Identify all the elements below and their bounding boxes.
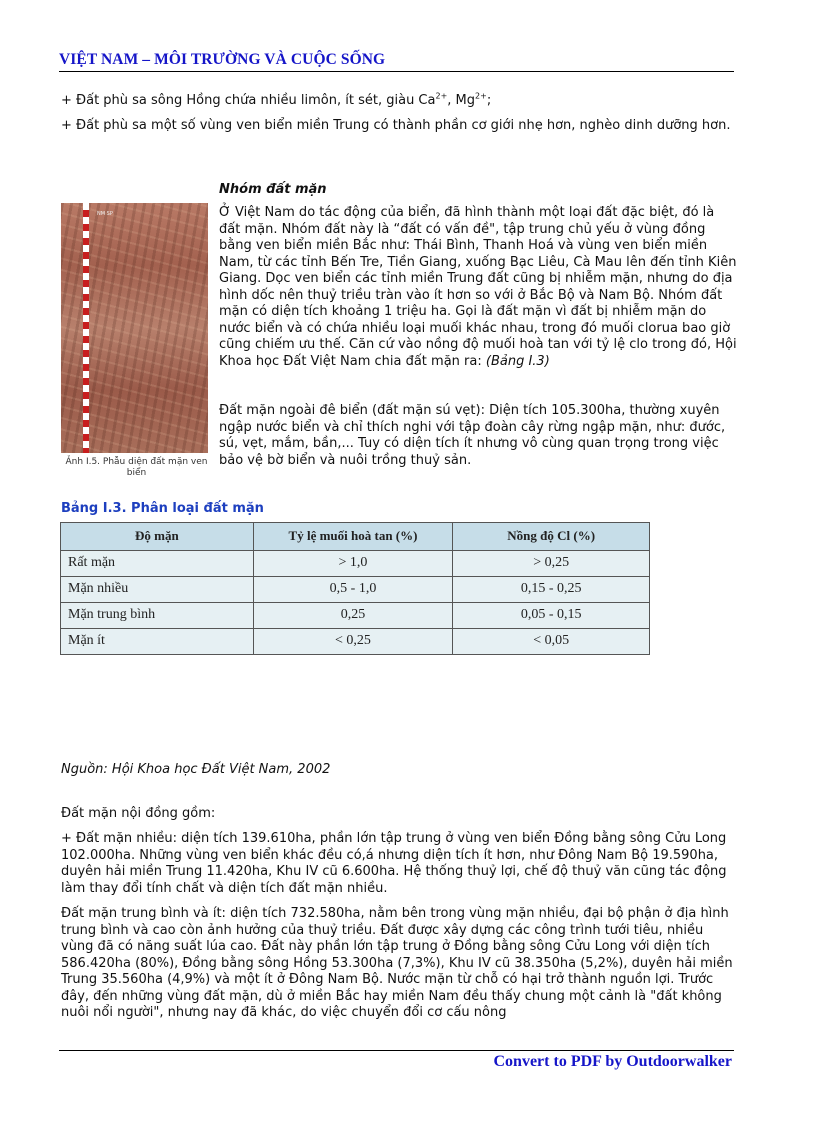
table-cell: Mặn nhiều bbox=[61, 577, 254, 603]
table-reference: (Bảng I.3) bbox=[485, 353, 550, 369]
table-cell: 0,05 - 0,15 bbox=[453, 603, 650, 629]
body-paragraph-3: Đất mặn trung bình và ít: diện tích 732.580ha, nằm bên trong vùng mặn nhiều, đại bộ phận ở địa hình trung bình và cao còn ảnh hưởng của thuỷ triều. Đất được xây dựng các công trình tưới tiêu, nhiều vùng đã có năng suất lúa cao. Đất này phần lớn tập trung ở Đồng bằng sông Cửu Long với diện tích 586.420ha (80%), Đồng bằng sông Hồng 53.300ha (7,3%), Khu IV cũ 38.350ha (5,2%), duyên hải miền Trung 35.560ha (4,9%) và một ít ở Đông Nam Bộ. Nước mặn từ chỗ có hại trở thành nguồn lợi. Trước đây, đến những vùng đất mặn, dù ở miền Bắc hay miền Nam đều thấy chung một cảnh là "đất không nuôi nổi người", nhưng nay đã khác, do việc chuyển đổi cơ cấu nông bbox=[61, 906, 733, 1020]
table-cell: 0,25 bbox=[253, 603, 453, 629]
table-cell: Mặn trung bình bbox=[61, 603, 254, 629]
footer-divider bbox=[59, 1050, 734, 1051]
body-paragraph-1: Đất mặn nội đồng gồm: bbox=[61, 806, 216, 821]
mg-charge: 2+ bbox=[475, 91, 487, 101]
table-cell: < 0,25 bbox=[253, 629, 453, 655]
table-source: Nguồn: Hội Khoa học Đất Việt Nam, 2002 bbox=[61, 762, 331, 777]
intro-line-1 bbox=[61, 93, 741, 110]
table-header-cell: Tỷ lệ muối hoà tan (%) bbox=[253, 523, 453, 551]
table-cell: Mặn ít bbox=[61, 629, 254, 655]
photo-caption: Ảnh I.5. Phẫu diện đất mặn ven biển bbox=[65, 457, 208, 478]
photo-tag: NM SP bbox=[97, 211, 113, 217]
section-title: Nhóm đất mặn bbox=[219, 182, 327, 197]
footer-credit: Convert to PDF by Outdoorwalker bbox=[493, 1053, 732, 1070]
section-paragraph-2: Đất mặn ngoài đê biển (đất mặn sú vẹt): Diện tích 105.300ha, thường xuyên ngập nước biển và chỉ thích nghi với tập đoàn cây rừng ngập mặn, như: đước, sú, vẹt, mắm, bần,... Tuy có diện tích ít nhưng vô cùng quan trọng trong việc bảo vệ bờ biển và nuôi trồng thuỷ sản. bbox=[219, 403, 726, 468]
table-cell: 0,5 - 1,0 bbox=[253, 577, 453, 603]
table-header-cell: Độ mặn bbox=[61, 523, 254, 551]
table-header-cell: Nồng độ Cl (%) bbox=[453, 523, 650, 551]
intro-line-2: + Đất phù sa một số vùng ven biển miền Trung có thành phần cơ giới nhẹ hơn, nghèo dinh dưỡng hơn. bbox=[61, 118, 731, 133]
ca-charge: 2+ bbox=[435, 91, 448, 101]
table-cell: Rất mặn bbox=[61, 551, 254, 577]
table-row bbox=[61, 577, 650, 603]
section-paragraph-1-text: Ở Việt Nam do tác động của biển, đã hình thành một loại đất đặc biệt, đó là đất mặn. Nhóm đất này là “đất có vấn đề", tập trung chủ yếu ở vùng đồng bằng ven biển miền Bắc như: Thái Bình, Thanh Hoá và vùng ven biển miền Nam, từ các tỉnh Bến Tre, Tiền Giang, xuống Bạc Liêu, Cà Mau lên đến tỉnh Kiên Giang. Dọc ven biển các tỉnh miền Trung đất cũng bị nhiễm mặn, nhưng do địa hình dốc nên thuỷ triều tràn vào ít hơn so với ở Bắc Bộ và Nam Bộ. Nhóm đất mặn có diện tích khoảng 1 triệu ha. Gọi là đất mặn vì đất bị nhiễm mặn do nước biển và có chứa nhiều loại muối khác nhau, trong đó muối clorua bao giờ cũng chiếm ưu thế. Căn cứ vào nồng độ muối hoà tan với tỷ lệ clo trong đó, Hội Khoa học Đất Việt Nam chia đất mặn ra: bbox=[219, 205, 737, 369]
intro-line-1-text: + Đất phù sa sông Hồng chứa nhiều limôn, ít sét, giàu Ca bbox=[61, 93, 436, 108]
table-header-row bbox=[61, 523, 650, 551]
measuring-ruler bbox=[83, 203, 89, 453]
table-cell: < 0,05 bbox=[453, 629, 650, 655]
salinity-table bbox=[60, 522, 650, 655]
table-cell: > 1,0 bbox=[253, 551, 453, 577]
intro-line-1-end: ; bbox=[486, 93, 492, 108]
page-header-title: VIỆT NAM – MÔI TRƯỜNG VÀ CUỘC SỐNG bbox=[59, 52, 734, 72]
table-cell: > 0,25 bbox=[453, 551, 650, 577]
table-row bbox=[61, 551, 650, 577]
body-paragraph-2: + Đất mặn nhiều: diện tích 139.610ha, phần lớn tập trung ở vùng ven biển Đồng bằng sông Cửu Long 102.000ha. Những vùng ven biển khác đều có,á nhưng diện tích ít hơn, như Đông Nam Bộ 19.590ha, duyên hải miền Trung 11.420ha, Khu IV cũ 6.600ha. Hệ thống thuỷ lợi, chế độ thuỷ văn cũng tác động làm thay đổi tính chất và diện tích đất mặn nhiều. bbox=[61, 831, 727, 896]
intro-line-1-mid: , Mg bbox=[447, 93, 476, 108]
table-row bbox=[61, 603, 650, 629]
soil-profile-photo bbox=[61, 203, 208, 453]
section-paragraph-1 bbox=[219, 205, 737, 370]
table-title: Bảng I.3. Phân loại đất mặn bbox=[61, 501, 264, 516]
table-cell: 0,15 - 0,25 bbox=[453, 577, 650, 603]
table-row bbox=[61, 629, 650, 655]
